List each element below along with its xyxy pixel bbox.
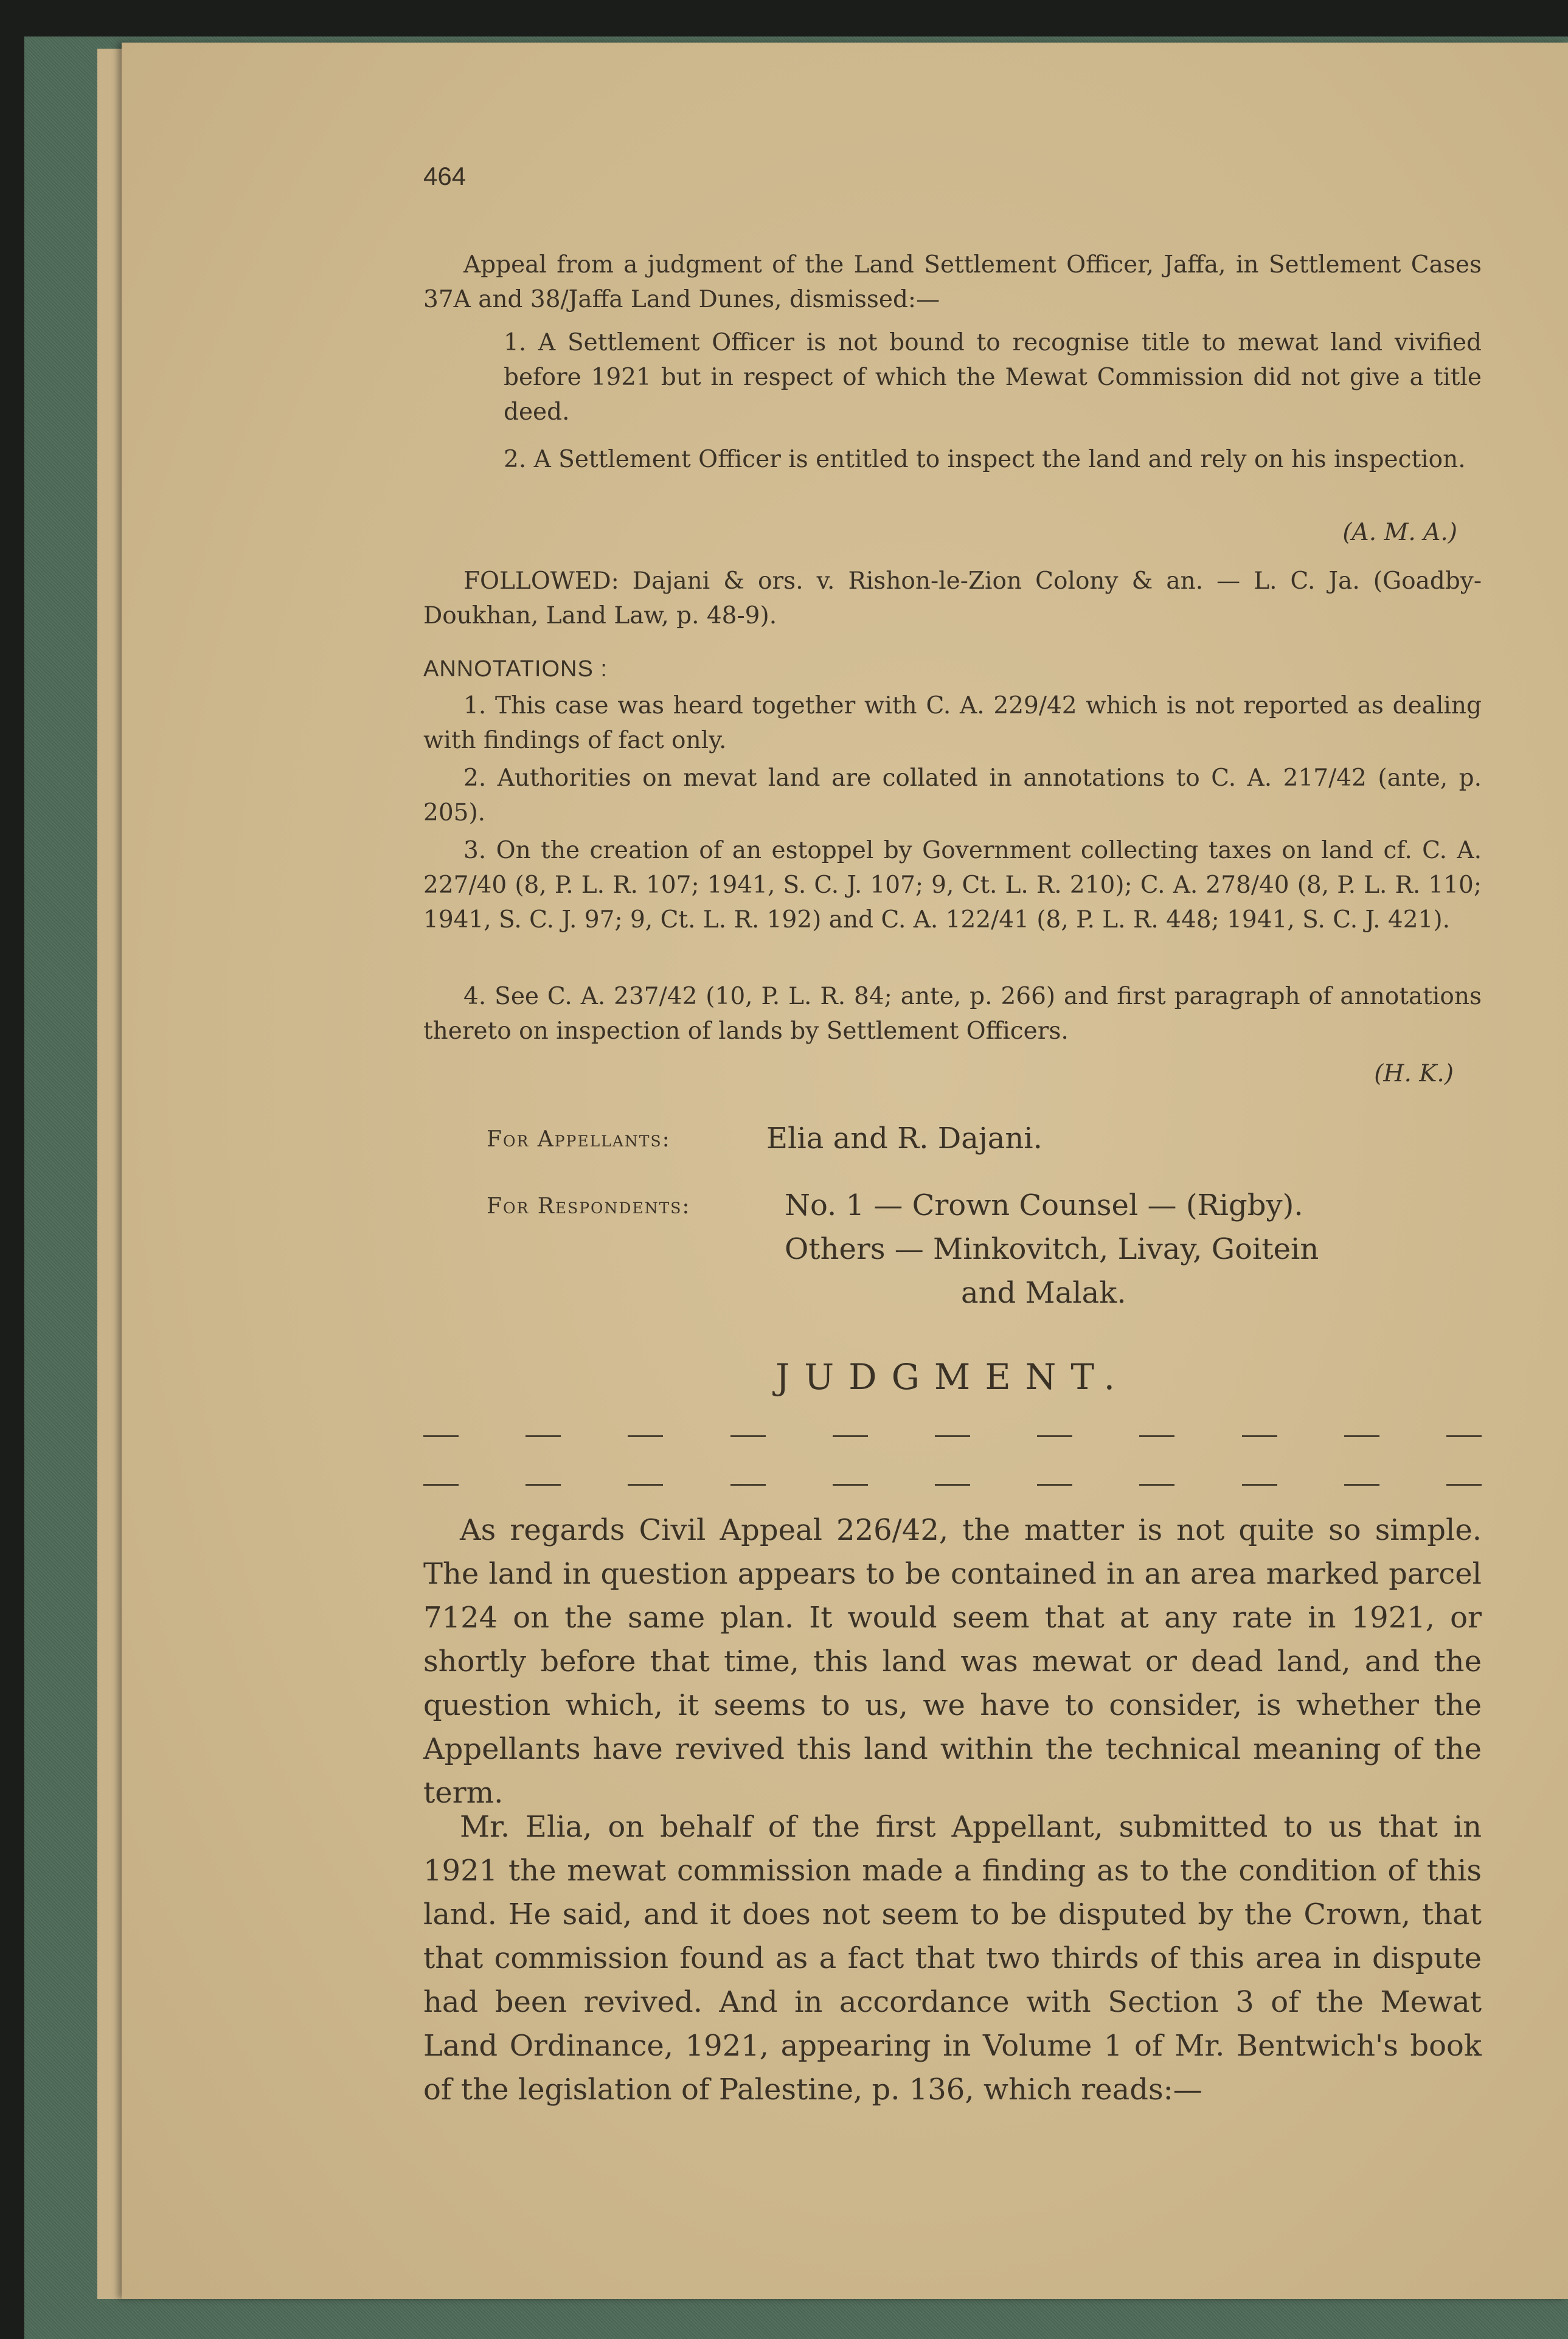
annotation-1: 1. This case was heard together with C. A. 229/42 which is not reported as dealing with findings of fact only. <box>423 692 1482 754</box>
annotation-2: 2. Authorities on mevat land are collated in annotations to C. A. 217/42 (ante, p. 205). <box>423 764 1482 826</box>
headnote-point-1: 1. A Settlement Officer is not bound to recognise title to mewat land vivified before 1921 but in respect of which the Mewat Commission did not give a title deed. <box>504 329 1482 426</box>
annotation-4: 4. See C. A. 237/42 (10, P. L. R. 84; ante, p. 266) and first paragraph of annotations thereto on inspection of lands by Settlement Officers. <box>423 983 1482 1045</box>
omission-rule-1 <box>423 1435 1482 1437</box>
respondents-counsel-line-1: No. 1 — Crown Counsel — (Rigby). <box>785 1188 1303 1222</box>
appellants-label: For Appellants: <box>487 1127 671 1152</box>
respondents-counsel-line-3: and Malak. <box>961 1276 1126 1310</box>
omission-rule-2 <box>423 1484 1482 1486</box>
respondents-label: For Respondents: <box>487 1194 691 1219</box>
annotations-heading: ANNOTATIONS : <box>423 656 608 682</box>
respondents-counsel-line-2: Others — Minkovitch, Livay, Goitein <box>785 1232 1319 1266</box>
judgment-paragraph-2: Mr. Elia, on behalf of the first Appellant, submitted to us that in 1921 the mewat commission made a finding as to the condition of this land. He said, and it does not seem to be disputed by the Crown, that that commission found as a fact that two thirds of this area in dispute had been revived. And in accordance with Section 3 of the Mewat Land Ordinance, 1921, appearing in Volume 1 of Mr. Bentwich's book of the legislation of Palestine, p. 136, which reads:— <box>423 1810 1482 2107</box>
page-number: 464 <box>423 162 467 190</box>
judgment-title: JUDGMENT. <box>775 1356 1130 1398</box>
followed-citation: FOLLOWED: Dajani & ors. v. Rishon-le-Zion Colony & an. — L. C. Ja. (Goadby-Doukhan, Land Law, p. 48-9). <box>423 567 1482 629</box>
headnote-initials: (A. M. A.) <box>1342 519 1457 546</box>
annotation-3: 3. On the creation of an estoppel by Government collecting taxes on land cf. C. A. 227/40 (8, P. L. R. 107; 1941, S. C. J. 107; 9, Ct. L. R. 210); C. A. 278/40 (8, P. L. R. 110; 1941, S. C. J. 97; 9, Ct. L. R. 192) and C. A. 122/41 (8, P. L. R. 448; 1941, S. C. J. 421). <box>423 837 1482 934</box>
appellants-counsel: Elia and R. Dajani. <box>766 1121 1042 1156</box>
book-page <box>122 43 1568 2299</box>
annotations-initials: (H. K.) <box>1374 1060 1454 1087</box>
headnote-point-2: 2. A Settlement Officer is entitled to inspect the land and rely on his inspection. <box>504 446 1466 473</box>
headnote-intro: Appeal from a judgment of the Land Settlement Officer, Jaffa, in Settlement Cases 37A and 38/Jaffa Land Dunes, dismissed:— <box>423 251 1482 313</box>
judgment-paragraph-1: As regards Civil Appeal 226/42, the matter is not quite so simple. The land in question appears to be contained in an area marked parcel 7124 on the same plan. It would seem that at any rate in 1921, or shortly before that time, this land was mewat or dead land, and the question which, it seems to us, we have to consider, is whether the Appellants have revived this land within the technical meaning of the term. <box>423 1513 1482 1810</box>
